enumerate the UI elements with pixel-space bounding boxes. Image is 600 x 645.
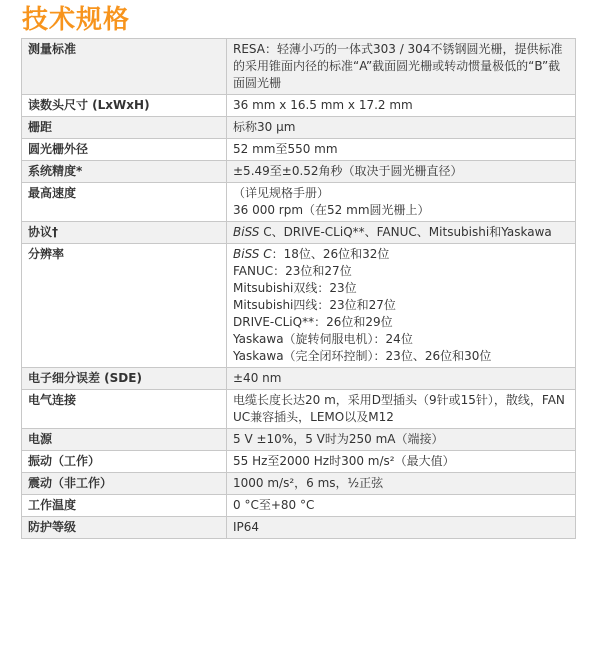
protocol-name-italic: BiSS [233,225,260,239]
spec-value [227,183,576,222]
spec-value-line: 52 mm至550 mm [233,142,338,156]
spec-value-line: 5 V ±10%，5 V时为250 mA（端接） [233,432,444,446]
table-row [22,222,576,244]
spec-value-line: RESA：轻薄小巧的一体式303 / 304不锈钢圆光栅，提供标准的采用锥面内径的标准“A”截面圆光栅或转动惯量极低的“B”截面圆光栅 [233,42,563,90]
table-row [22,390,576,429]
spec-value [227,368,576,390]
spec-value [227,473,576,495]
spec-value [227,451,576,473]
spec-value [227,517,576,539]
spec-value-line: （详见规格手册） [233,186,330,200]
table-row [22,117,576,139]
spec-value [227,495,576,517]
spec-table [21,38,576,539]
spec-label: 工作温度 [22,495,227,517]
spec-value-line: FANUC：23位和27位 [233,264,352,278]
spec-table-body [22,39,576,539]
table-row [22,517,576,539]
spec-value [227,390,576,429]
spec-label: 栅距 [22,117,227,139]
table-row [22,244,576,368]
spec-value [227,139,576,161]
table-row [22,139,576,161]
spec-value-line: Mitsubishi双线：23位 [233,281,357,295]
spec-label: 最高速度 [22,183,227,222]
table-row [22,95,576,117]
spec-value [227,39,576,95]
table-row [22,368,576,390]
spec-value-line: BiSS C、DRIVE-CLiQ**、FANUC、Mitsubishi和Yaskawa [233,225,552,239]
spec-value-line: ±5.49至±0.52角秒（取决于圆光栅直径） [233,164,463,178]
spec-value-line: 标称30 µm [233,120,296,134]
spec-label: 系统精度* [22,161,227,183]
spec-label: 防护等级 [22,517,227,539]
spec-value-line: 0 °C至+80 °C [233,498,315,512]
spec-label: 圆光栅外径 [22,139,227,161]
spec-value [227,222,576,244]
spec-label: 电源 [22,429,227,451]
spec-label: 电气连接 [22,390,227,429]
spec-value [227,117,576,139]
table-row [22,183,576,222]
spec-label: 测量标准 [22,39,227,95]
spec-value-line: ±40 nm [233,371,282,385]
table-row [22,39,576,95]
spec-value-line: 电缆长度长达20 m，采用D型插头（9针或15针），散线，FANUC兼容插头，LEMO以及M12 [233,393,565,424]
spec-value-line: 36 000 rpm（在52 mm圆光栅上） [233,203,430,217]
table-row [22,451,576,473]
spec-value-line: DRIVE-CLiQ**：26位和29位 [233,315,393,329]
spec-value-line: Mitsubishi四线：23位和27位 [233,298,396,312]
spec-value-line: 55 Hz至2000 Hz时300 m/s²（最大值） [233,454,455,468]
table-row [22,473,576,495]
spec-value [227,244,576,368]
spec-label: 电子细分误差 (SDE) [22,368,227,390]
spec-label: 读数头尺寸 (LxWxH) [22,95,227,117]
spec-value-line: Yaskawa（旋转伺服电机）：24位 [233,332,413,346]
page-title: 技术规格 [22,5,131,35]
spec-value-line: 36 mm x 16.5 mm x 17.2 mm [233,98,413,112]
spec-value [227,161,576,183]
spec-value-line: IP64 [233,520,260,534]
spec-label: 分辨率 [22,244,227,368]
spec-value [227,95,576,117]
spec-value-line: 1000 m/s²，6 ms，½正弦 [233,476,384,490]
spec-label: 震动（非工作） [22,473,227,495]
table-row [22,161,576,183]
spec-value-line: Yaskawa（完全闭环控制）：23位、26位和30位 [233,349,492,363]
spec-value [227,429,576,451]
spec-value-line: BiSS C：18位、26位和32位 [233,247,390,261]
spec-label: 协议† [22,222,227,244]
table-row [22,495,576,517]
protocol-name-italic: BiSS C [233,247,272,261]
spec-label: 振动（工作） [22,451,227,473]
table-row [22,429,576,451]
